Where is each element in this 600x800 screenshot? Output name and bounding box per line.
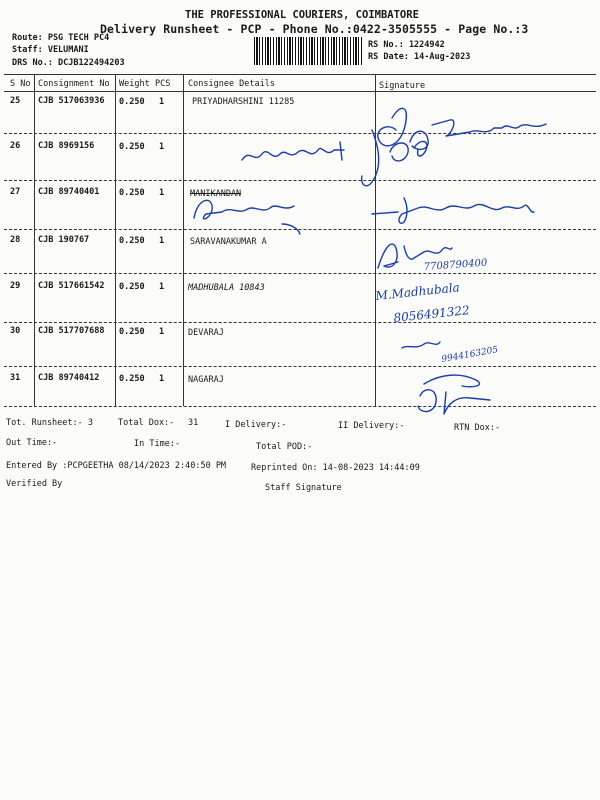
- in-time: In Time:-: [134, 439, 181, 449]
- row-weight: 0.250: [119, 142, 145, 152]
- col-header-signature: Signature: [379, 81, 426, 91]
- total-dox-label: Total Dox:-: [118, 418, 175, 428]
- row-weight: 0.250: [119, 236, 145, 246]
- row-consignment-no: CJB 517063936: [38, 96, 105, 106]
- signature-stroke: [402, 342, 440, 348]
- ii-delivery: II Delivery:-: [338, 421, 405, 431]
- col-header-weight: Weight: [119, 79, 150, 89]
- rtn-dox: RTN Dox:-: [454, 423, 501, 433]
- row-consignment-no: CJB 517707688: [38, 326, 105, 336]
- row-pcs: 1: [159, 327, 165, 337]
- entered-by: Entered By :PCPGEETHA 08/14/2023 2:40:50 PM: [6, 461, 227, 471]
- row-pcs: 1: [159, 282, 165, 292]
- signature-stroke: [378, 108, 407, 146]
- row-weight: 0.250: [119, 374, 145, 384]
- row-consignment-no: CJB 517661542: [38, 281, 105, 291]
- total-runsheet: Tot. Runsheet:- 3: [6, 418, 93, 428]
- row30-phone: 9944163205: [440, 345, 499, 365]
- col-header-pcs: PCS: [155, 79, 171, 89]
- row-sno: 29: [10, 281, 21, 291]
- signature-stroke: [410, 131, 428, 149]
- reprinted-on: Reprinted On: 14-08-2023 14:44:09: [251, 463, 420, 473]
- row-pcs: 1: [159, 188, 165, 198]
- row-sno: 30: [10, 326, 21, 336]
- row-pcs: 1: [159, 97, 165, 107]
- signature-stroke: [242, 142, 344, 160]
- signature-stroke: [418, 375, 490, 414]
- row-consignee: MADHUBALA 10843: [188, 283, 265, 293]
- row-consignee: NAGARAJ: [188, 375, 224, 385]
- total-dox-value: 31: [188, 418, 199, 428]
- signature-stroke: [432, 120, 546, 136]
- signature-stroke: [390, 141, 427, 161]
- row-consignee: DEVARAJ: [188, 328, 224, 338]
- row-weight: 0.250: [119, 97, 145, 107]
- signature-stroke: [372, 198, 534, 223]
- row-consignment-no: CJB 89740401: [38, 187, 100, 197]
- drs-number: DRS No.: DCJB122494203: [12, 58, 125, 68]
- row-sno: 26: [10, 141, 21, 151]
- row-pcs: 1: [159, 374, 165, 384]
- runsheet-title: Delivery Runsheet - PCP - Phone No.:0422-3505555 - Page No.:3: [100, 22, 529, 36]
- row-weight: 0.250: [119, 327, 145, 337]
- total-pod: Total POD:-: [256, 442, 313, 452]
- row-sno: 28: [10, 235, 21, 245]
- row-consignee: PRIYADHARSHINI 11285: [192, 97, 295, 107]
- row-consignment-no: CJB 8969156: [38, 141, 95, 151]
- rs-date: RS Date: 14-Aug-2023: [368, 52, 471, 62]
- signature-stroke: [282, 224, 300, 234]
- route-label: Route: PSG TECH PC4: [12, 33, 110, 43]
- out-time: Out Time:-: [6, 438, 58, 448]
- signature-stroke: [194, 200, 294, 219]
- staff-signature-label: Staff Signature: [265, 483, 342, 493]
- row-consignment-no: CJB 89740412: [38, 373, 100, 383]
- row-pcs: 1: [159, 236, 165, 246]
- row-consignment-no: CJB 190767: [38, 235, 90, 245]
- col-header-consignment: Consignment No: [38, 79, 110, 89]
- row-consignee: SARAVANAKUMAR A: [190, 237, 267, 247]
- row-sno: 31: [10, 373, 21, 383]
- staff-label: Staff: VELUMANI: [12, 45, 89, 55]
- row28-phone: 7708790400: [423, 257, 488, 273]
- rs-number: RS No.: 1224942: [368, 40, 445, 50]
- i-delivery: I Delivery:-: [225, 420, 287, 430]
- row-consignee: MANIKANDAN: [190, 189, 242, 199]
- col-header-sno: S No: [10, 79, 31, 89]
- row29-phone: 8056491322: [392, 303, 471, 325]
- signature-stroke: [362, 130, 379, 186]
- company-name: THE PROFESSIONAL COURIERS, COIMBATORE: [185, 9, 419, 21]
- row-pcs: 1: [159, 142, 165, 152]
- row-sno: 27: [10, 187, 21, 197]
- row29-name: M.Madhubala: [374, 280, 461, 303]
- row-sno: 25: [10, 96, 21, 106]
- row-weight: 0.250: [119, 188, 145, 198]
- verified-by: Verified By: [6, 479, 63, 489]
- row-weight: 0.250: [119, 282, 145, 292]
- col-header-consignee: Consignee Details: [188, 79, 275, 89]
